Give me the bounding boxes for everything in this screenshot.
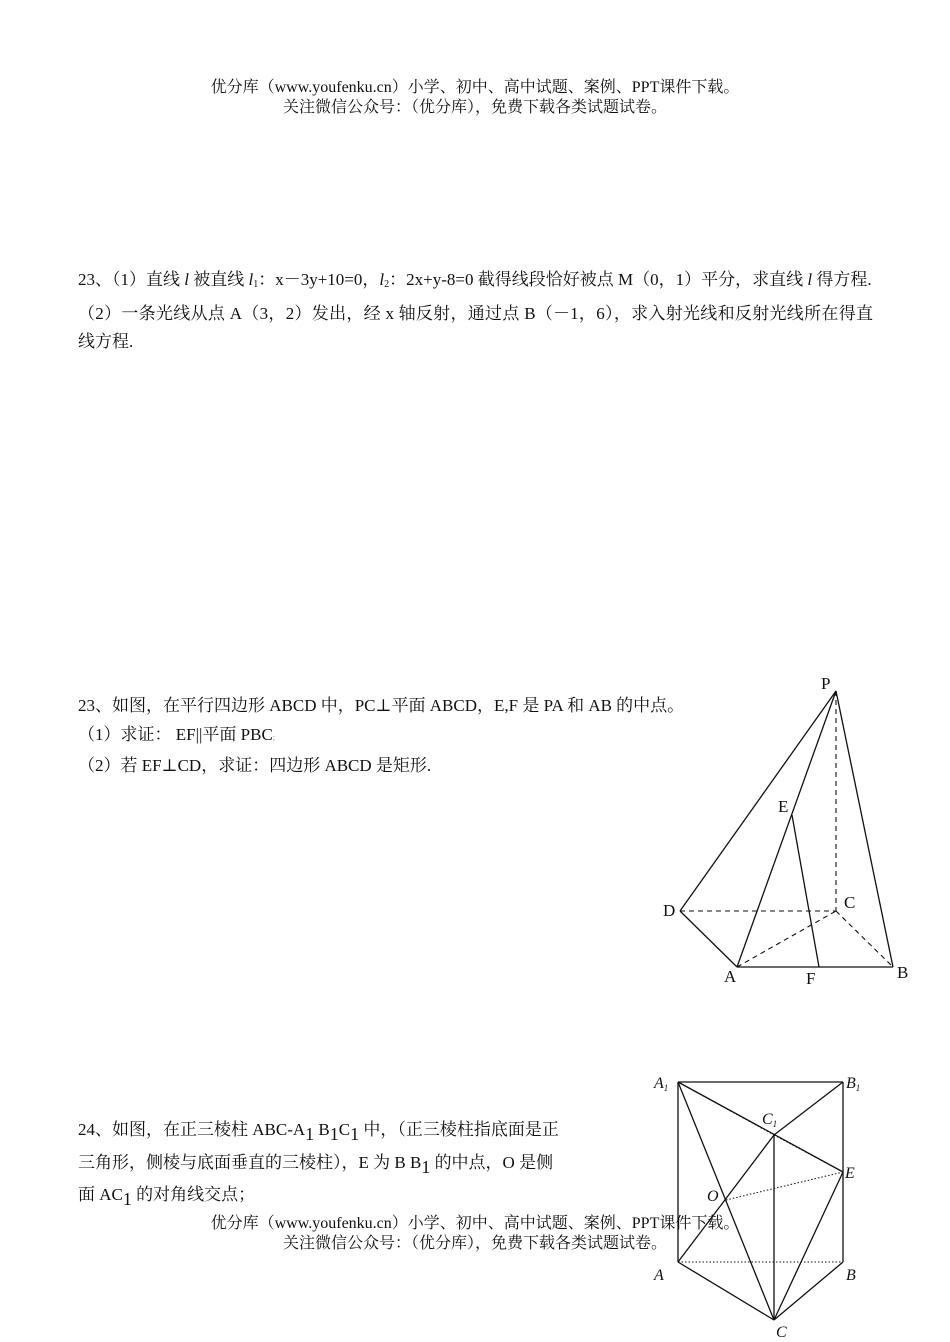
q2-line-2-text: （1）求证： EF||平面 PBC	[78, 724, 273, 744]
label-C1: C1	[762, 1111, 778, 1129]
edge-AC	[678, 1262, 774, 1320]
q24-l1-d: 中，（正三棱柱指底面是正	[359, 1120, 559, 1139]
q24-l1-sub1: 1	[305, 1124, 315, 1144]
footer-line-2: 关注微信公众号：（优分库），免费下载各类试题试卷。	[282, 1235, 667, 1252]
q24-l1-sub3: 1	[350, 1124, 360, 1144]
var-l1: l	[248, 270, 254, 289]
q23-text-b: 被直线	[188, 270, 249, 289]
q24-l2-b: 的中点，O 是侧	[430, 1152, 554, 1172]
sub-2: 2	[384, 279, 390, 290]
edge-B1C1	[774, 1082, 843, 1135]
label-A: A	[654, 1267, 664, 1284]
label-B: B	[846, 1267, 856, 1284]
q24-l3-a: 面 AC	[78, 1185, 123, 1204]
label-A1: A1	[654, 1075, 669, 1093]
header-line-2: 关注微信公众号：（优分库），免费下载各类试题试卷。	[282, 99, 667, 116]
label-F: F	[806, 969, 816, 988]
q2-line-3: （2）若 EF⊥CD，求证：四边形 ABCD 是矩形.	[78, 756, 432, 775]
footer-line-1: 优分库（www.youfenku.cn）小学、初中、高中试题、案例、PPT课件下载。	[210, 1215, 740, 1232]
q24-l2-sub: 1	[421, 1156, 431, 1177]
q2-line-1: 23、如图，在平行四边形 ABCD 中，PC⊥平面 ABCD，E,F 是 PA 和 AB 的中点。	[78, 696, 685, 715]
q23-text-c: ：x－3y+10=0，	[258, 270, 380, 289]
q24-l1-a: 24、如图，在正三棱柱 ABC-A	[78, 1120, 306, 1139]
label-C: C	[844, 893, 856, 912]
q23-text-a: 23、（1）直线	[78, 270, 185, 289]
q24-l3-b: 的对角线交点；	[131, 1185, 256, 1204]
q24-l3-sub: 1	[122, 1189, 132, 1209]
header-line-1: 优分库（www.youfenku.cn）小学、初中、高中试题、案例、PPT课件下载。	[210, 79, 740, 96]
q23-text-e: 得方程.	[812, 270, 872, 289]
label-B1: B1	[846, 1075, 861, 1093]
var-l: l	[184, 270, 189, 289]
label-E: E	[845, 1165, 855, 1182]
sub-1: 1	[253, 279, 259, 290]
q24-l2-a: 三角形，侧棱与底面垂直的三棱柱），E 为 B B	[78, 1152, 422, 1172]
edge-BC	[774, 1262, 843, 1320]
q24-l1-sub2: 1	[329, 1124, 339, 1144]
q24-l1-b: B	[314, 1120, 330, 1139]
label-E: E	[778, 797, 789, 816]
var-l2: l	[379, 270, 385, 289]
label-B: B	[897, 963, 909, 982]
q24-l1-c: C	[338, 1120, 351, 1139]
q23-text-d: ：2x+y-8=0 截得线段恰好被点 M（0，1）平分，求直线	[389, 270, 808, 289]
label-C: C	[776, 1324, 787, 1341]
label-A: A	[724, 967, 737, 986]
q23-part2: （2）一条光线从点 A（3，2）发出，经 x 轴反射，通过点 B（－1，6），求入射光线和反射光线所在得直线方程.	[78, 303, 873, 351]
q2-line-2-mark: ;	[272, 732, 276, 742]
label-O: O	[707, 1188, 719, 1205]
diag-A1C	[678, 1082, 774, 1320]
label-P: P	[821, 674, 831, 693]
seg-C1E	[774, 1135, 843, 1172]
label-D: D	[663, 901, 676, 920]
var-l3: l	[807, 270, 813, 289]
